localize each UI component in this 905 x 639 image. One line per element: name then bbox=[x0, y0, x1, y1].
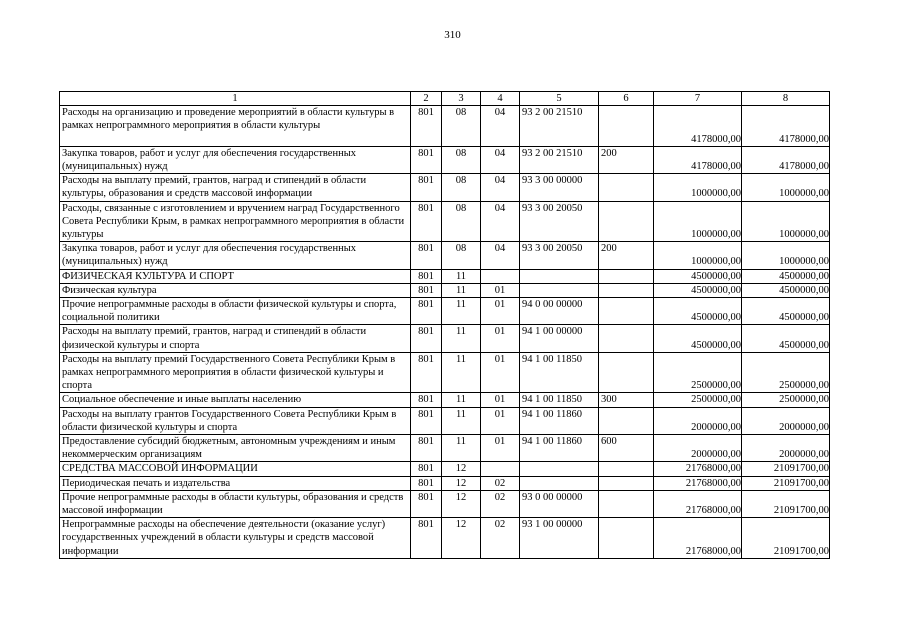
row-subsection-code-cell: 01 bbox=[481, 325, 520, 352]
row-expense-type-cell bbox=[599, 462, 654, 476]
column-header: 4 bbox=[481, 92, 520, 106]
row-name-cell: Расходы на выплату премий Государственного Совета Республики Крым в рамках непрограммного мероприятия в области физической культуры и спорта bbox=[60, 352, 411, 393]
row-amount-1-cell: 4500000,00 bbox=[654, 325, 742, 352]
column-header: 6 bbox=[599, 92, 654, 106]
row-subsection-code-cell: 01 bbox=[481, 435, 520, 462]
row-expense-type-cell: 300 bbox=[599, 393, 654, 407]
row-target-code-cell: 93 1 00 00000 bbox=[520, 518, 599, 559]
row-section-code-cell: 11 bbox=[442, 325, 481, 352]
row-amount-2-cell: 21091700,00 bbox=[742, 490, 830, 517]
column-header: 7 bbox=[654, 92, 742, 106]
row-subsection-code-cell: 02 bbox=[481, 476, 520, 490]
row-ministry-code-cell: 801 bbox=[411, 325, 442, 352]
row-target-code-cell: 94 1 00 11850 bbox=[520, 352, 599, 393]
row-subsection-code-cell: 04 bbox=[481, 242, 520, 269]
row-amount-1-cell: 4500000,00 bbox=[654, 283, 742, 297]
row-name-cell: Расходы, связанные с изготовлением и вручением наград Государственного Совета Республики Крым, в рамках непрограммного мероприятия в области культуры bbox=[60, 201, 411, 242]
row-name-cell: Закупка товаров, работ и услуг для обеспечения государственных (муниципальных) нужд bbox=[60, 146, 411, 173]
row-expense-type-cell: 200 bbox=[599, 146, 654, 173]
row-expense-type-cell bbox=[599, 407, 654, 434]
row-expense-type-cell bbox=[599, 325, 654, 352]
row-subsection-code-cell: 04 bbox=[481, 201, 520, 242]
row-amount-2-cell: 4500000,00 bbox=[742, 325, 830, 352]
row-expense-type-cell bbox=[599, 283, 654, 297]
row-ministry-code-cell: 801 bbox=[411, 298, 442, 325]
row-amount-1-cell: 4178000,00 bbox=[654, 106, 742, 147]
row-name-cell: Предоставление субсидий бюджетным, автономным учреждениям и иным некоммерческим организациям bbox=[60, 435, 411, 462]
row-amount-1-cell: 2000000,00 bbox=[654, 435, 742, 462]
table-row bbox=[60, 518, 830, 559]
table-row bbox=[60, 174, 830, 201]
row-amount-1-cell: 21768000,00 bbox=[654, 490, 742, 517]
row-expense-type-cell bbox=[599, 269, 654, 283]
row-amount-2-cell: 2500000,00 bbox=[742, 393, 830, 407]
row-ministry-code-cell: 801 bbox=[411, 352, 442, 393]
row-name-cell: Расходы на выплату премий, грантов, наград и стипендий в области культуры, образования и средств массовой информации bbox=[60, 174, 411, 201]
table-row bbox=[60, 106, 830, 147]
row-ministry-code-cell: 801 bbox=[411, 269, 442, 283]
row-expense-type-cell bbox=[599, 174, 654, 201]
row-section-code-cell: 12 bbox=[442, 518, 481, 559]
row-amount-2-cell: 4500000,00 bbox=[742, 298, 830, 325]
row-amount-1-cell: 1000000,00 bbox=[654, 174, 742, 201]
row-amount-1-cell: 21768000,00 bbox=[654, 462, 742, 476]
table-row bbox=[60, 407, 830, 434]
row-target-code-cell bbox=[520, 462, 599, 476]
row-subsection-code-cell: 04 bbox=[481, 106, 520, 147]
row-ministry-code-cell: 801 bbox=[411, 490, 442, 517]
row-ministry-code-cell: 801 bbox=[411, 106, 442, 147]
row-section-code-cell: 11 bbox=[442, 298, 481, 325]
row-target-code-cell: 93 3 00 20050 bbox=[520, 201, 599, 242]
row-ministry-code-cell: 801 bbox=[411, 242, 442, 269]
row-target-code-cell bbox=[520, 269, 599, 283]
row-expense-type-cell bbox=[599, 298, 654, 325]
table-row bbox=[60, 201, 830, 242]
table-row bbox=[60, 242, 830, 269]
row-target-code-cell: 94 1 00 11860 bbox=[520, 407, 599, 434]
row-name-cell: Социальное обеспечение и иные выплаты населению bbox=[60, 393, 411, 407]
row-name-cell: Закупка товаров, работ и услуг для обеспечения государственных (муниципальных) нужд bbox=[60, 242, 411, 269]
row-expense-type-cell bbox=[599, 106, 654, 147]
row-subsection-code-cell bbox=[481, 269, 520, 283]
row-name-cell: Непрограммные расходы на обеспечение деятельности (оказание услуг) государственных учреждений в области культуры и средств массовой информации bbox=[60, 518, 411, 559]
section-row bbox=[60, 462, 830, 476]
row-subsection-code-cell: 01 bbox=[481, 393, 520, 407]
row-amount-2-cell: 2500000,00 bbox=[742, 352, 830, 393]
row-section-code-cell: 08 bbox=[442, 174, 481, 201]
row-target-code-cell: 93 3 00 20050 bbox=[520, 242, 599, 269]
row-expense-type-cell bbox=[599, 518, 654, 559]
row-section-code-cell: 08 bbox=[442, 201, 481, 242]
row-amount-1-cell: 1000000,00 bbox=[654, 201, 742, 242]
table-row bbox=[60, 146, 830, 173]
row-ministry-code-cell: 801 bbox=[411, 174, 442, 201]
table-row bbox=[60, 298, 830, 325]
table-row bbox=[60, 352, 830, 393]
row-target-code-cell: 93 0 00 00000 bbox=[520, 490, 599, 517]
row-subsection-code-cell: 04 bbox=[481, 146, 520, 173]
column-header: 3 bbox=[442, 92, 481, 106]
row-name-cell: Расходы на выплату премий, грантов, наград и стипендий в области физической культуры и спорта bbox=[60, 325, 411, 352]
row-section-code-cell: 11 bbox=[442, 269, 481, 283]
column-header: 1 bbox=[60, 92, 411, 106]
row-amount-1-cell: 4500000,00 bbox=[654, 269, 742, 283]
row-amount-2-cell: 4500000,00 bbox=[742, 283, 830, 297]
row-subsection-code-cell: 01 bbox=[481, 298, 520, 325]
row-target-code-cell: 93 2 00 21510 bbox=[520, 146, 599, 173]
row-ministry-code-cell: 801 bbox=[411, 283, 442, 297]
row-section-code-cell: 11 bbox=[442, 283, 481, 297]
row-section-code-cell: 08 bbox=[442, 146, 481, 173]
row-name-cell: Периодическая печать и издательства bbox=[60, 476, 411, 490]
row-target-code-cell: 93 2 00 21510 bbox=[520, 106, 599, 147]
header-row bbox=[60, 92, 830, 106]
row-ministry-code-cell: 801 bbox=[411, 476, 442, 490]
row-expense-type-cell: 200 bbox=[599, 242, 654, 269]
row-section-code-cell: 12 bbox=[442, 490, 481, 517]
row-amount-2-cell: 4500000,00 bbox=[742, 269, 830, 283]
table-row bbox=[60, 490, 830, 517]
row-target-code-cell: 94 1 00 11850 bbox=[520, 393, 599, 407]
row-name-cell: Расходы на выплату грантов Государственного Совета Республики Крым в области физической культуры и спорта bbox=[60, 407, 411, 434]
row-amount-2-cell: 21091700,00 bbox=[742, 462, 830, 476]
row-section-code-cell: 12 bbox=[442, 476, 481, 490]
row-name-cell: Прочие непрограммные расходы в области культуры, образования и средств массовой информации bbox=[60, 490, 411, 517]
row-amount-2-cell: 21091700,00 bbox=[742, 476, 830, 490]
column-header: 5 bbox=[520, 92, 599, 106]
row-amount-1-cell: 21768000,00 bbox=[654, 518, 742, 559]
row-ministry-code-cell: 801 bbox=[411, 201, 442, 242]
table-row bbox=[60, 393, 830, 407]
row-target-code-cell: 93 3 00 00000 bbox=[520, 174, 599, 201]
row-expense-type-cell: 600 bbox=[599, 435, 654, 462]
row-section-code-cell: 08 bbox=[442, 242, 481, 269]
row-subsection-code-cell: 04 bbox=[481, 174, 520, 201]
row-amount-2-cell: 1000000,00 bbox=[742, 242, 830, 269]
row-section-code-cell: 11 bbox=[442, 407, 481, 434]
row-expense-type-cell bbox=[599, 490, 654, 517]
row-subsection-code-cell: 01 bbox=[481, 407, 520, 434]
column-header: 8 bbox=[742, 92, 830, 106]
row-ministry-code-cell: 801 bbox=[411, 393, 442, 407]
row-subsection-code-cell bbox=[481, 462, 520, 476]
section-row bbox=[60, 269, 830, 283]
row-amount-2-cell: 2000000,00 bbox=[742, 435, 830, 462]
row-name-cell: Прочие непрограммные расходы в области физической культуры и спорта, социальной политики bbox=[60, 298, 411, 325]
row-ministry-code-cell: 801 bbox=[411, 146, 442, 173]
row-amount-1-cell: 4178000,00 bbox=[654, 146, 742, 173]
row-amount-1-cell: 21768000,00 bbox=[654, 476, 742, 490]
row-ministry-code-cell: 801 bbox=[411, 518, 442, 559]
row-amount-2-cell: 1000000,00 bbox=[742, 174, 830, 201]
table-row bbox=[60, 325, 830, 352]
row-target-code-cell bbox=[520, 476, 599, 490]
row-section-code-cell: 12 bbox=[442, 462, 481, 476]
row-amount-2-cell: 4178000,00 bbox=[742, 106, 830, 147]
table-body bbox=[60, 106, 830, 559]
row-name-cell: ФИЗИЧЕСКАЯ КУЛЬТУРА И СПОРТ bbox=[60, 269, 411, 283]
row-amount-1-cell: 2500000,00 bbox=[654, 393, 742, 407]
row-name-cell: Расходы на организацию и проведение мероприятий в области культуры в рамках непрограммного мероприятия в области культуры bbox=[60, 106, 411, 147]
table-row bbox=[60, 476, 830, 490]
row-amount-1-cell: 2000000,00 bbox=[654, 407, 742, 434]
row-section-code-cell: 08 bbox=[442, 106, 481, 147]
row-target-code-cell: 94 0 00 00000 bbox=[520, 298, 599, 325]
column-header: 2 bbox=[411, 92, 442, 106]
page-number: 310 bbox=[444, 29, 461, 41]
row-name-cell: Физическая культура bbox=[60, 283, 411, 297]
row-expense-type-cell bbox=[599, 201, 654, 242]
table-row bbox=[60, 283, 830, 297]
row-section-code-cell: 11 bbox=[442, 435, 481, 462]
row-amount-1-cell: 1000000,00 bbox=[654, 242, 742, 269]
row-amount-2-cell: 1000000,00 bbox=[742, 201, 830, 242]
table-row bbox=[60, 435, 830, 462]
row-amount-2-cell: 21091700,00 bbox=[742, 518, 830, 559]
row-subsection-code-cell: 02 bbox=[481, 490, 520, 517]
row-name-cell: СРЕДСТВА МАССОВОЙ ИНФОРМАЦИИ bbox=[60, 462, 411, 476]
row-amount-1-cell: 2500000,00 bbox=[654, 352, 742, 393]
row-ministry-code-cell: 801 bbox=[411, 435, 442, 462]
row-ministry-code-cell: 801 bbox=[411, 462, 442, 476]
row-expense-type-cell bbox=[599, 352, 654, 393]
row-amount-1-cell: 4500000,00 bbox=[654, 298, 742, 325]
row-subsection-code-cell: 01 bbox=[481, 352, 520, 393]
row-target-code-cell: 94 1 00 00000 bbox=[520, 325, 599, 352]
budget-table bbox=[59, 91, 830, 559]
row-target-code-cell: 94 1 00 11860 bbox=[520, 435, 599, 462]
row-target-code-cell bbox=[520, 283, 599, 297]
row-subsection-code-cell: 01 bbox=[481, 283, 520, 297]
row-expense-type-cell bbox=[599, 476, 654, 490]
row-amount-2-cell: 2000000,00 bbox=[742, 407, 830, 434]
row-section-code-cell: 11 bbox=[442, 352, 481, 393]
row-amount-2-cell: 4178000,00 bbox=[742, 146, 830, 173]
row-ministry-code-cell: 801 bbox=[411, 407, 442, 434]
row-section-code-cell: 11 bbox=[442, 393, 481, 407]
row-subsection-code-cell: 02 bbox=[481, 518, 520, 559]
